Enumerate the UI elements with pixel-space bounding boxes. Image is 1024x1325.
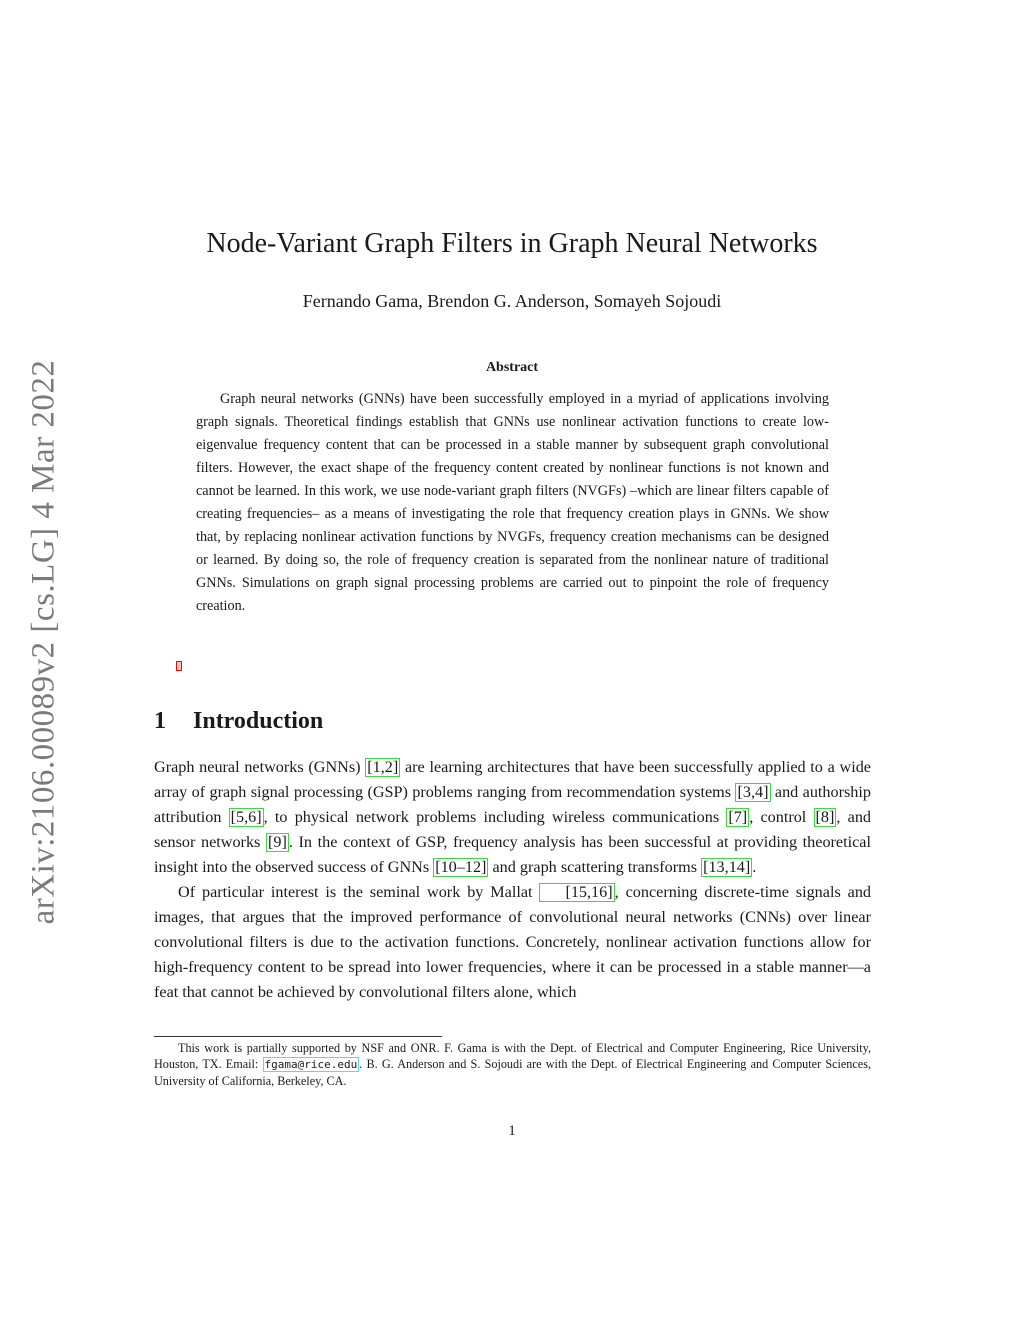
- text-run: , concerning discrete-time signals and images, that argues that the improved performance of convolutional neural networks (CNNs) over linear convolutional filters is due to the activation functions. Concretely, nonlinear activation functions allow for high-frequency content to be spread into lower frequencies, where it can be processed in a stable manner—a feat that cannot be achieved by convolutional filters alone, which: [154, 883, 872, 1001]
- text-run: .: [752, 858, 757, 876]
- text-run: , control: [749, 808, 814, 826]
- arxiv-identifier: arXiv:2106.00089v2 [cs.LG] 4 Mar 2022: [25, 359, 62, 925]
- author-list: Fernando Gama, Brendon G. Anderson, Somayeh Sojoudi: [302, 291, 722, 311]
- citation-link[interactable]: [5,6]: [230, 808, 262, 826]
- footnote: [154, 1040, 871, 1089]
- paragraph: [154, 755, 871, 880]
- text-run: This work is partially supported by NSF and ONR. F. Gama is with the Dept. of Electrical and Computer Engineering, Rice University, Houston, TX. Email:: [154, 1041, 871, 1071]
- citation-link[interactable]: [3,4]: [737, 783, 769, 801]
- text-run: and authorship attribution: [154, 783, 871, 826]
- abstract-text: Graph neural networks (GNNs) have been successfully employed in a myriad of applications involving graph signals. Theoretical findings establish that GNNs use nonlinear activation functions to create low-eigenvalue frequency content that can be processed in a stable manner by subsequent graph convolutional filters. However, the exact shape of the frequency content created by nonlinear functions is not known and cannot be learned. In this work, we use node-variant graph filters (NVGFs) –which are linear filters capable of creating frequencies– as a means of investigating the role that frequency creation plays in GNNs. We show that, by replacing nonlinear activation functions by NVGFs, frequency creation mechanisms can be designed or learned. By doing so, the role of frequency creation is separated from the nonlinear nature of traditional GNNs. Simulations on graph signal processing problems are carried out to pinpoint the role of frequency creation.: [196, 391, 829, 614]
- body-text: [154, 755, 871, 1005]
- email-link[interactable]: fgama@rice.edu: [264, 1058, 358, 1071]
- text-run: , to physical network problems including wireless communications: [263, 808, 727, 826]
- section-heading: [154, 708, 323, 735]
- citation-link[interactable]: [15,16]: [539, 883, 614, 902]
- text-run: Of particular interest is the seminal work by Mallat: [178, 883, 540, 901]
- text-run: and graph scattering transforms: [488, 858, 702, 876]
- text-run: . B. G. Anderson and S. Sojoudi are with the Dept. of Electrical Engineering and Computer Sciences, University of California, Berkeley, CA.: [154, 1057, 872, 1088]
- link-marker-box[interactable]: [176, 661, 182, 671]
- citation-link[interactable]: [7]: [728, 808, 748, 826]
- citation-link[interactable]: [10–12]: [435, 858, 487, 876]
- citation-link[interactable]: [13,14]: [703, 858, 751, 876]
- citation-link[interactable]: [8]: [815, 808, 835, 826]
- page-number: 1: [508, 1123, 516, 1139]
- citation-link[interactable]: [1,2]: [367, 758, 399, 776]
- paragraph: [154, 880, 871, 1005]
- section-title: Introduction: [193, 708, 324, 734]
- abstract-heading: Abstract: [485, 360, 539, 375]
- text-run: Graph neural networks (GNNs): [154, 758, 366, 776]
- text-run: . In the context of GSP, frequency analysis has been successful at providing theoretical insight into the observed success of GNNs: [154, 833, 871, 876]
- section-number: 1: [154, 708, 166, 734]
- text-run: are learning architectures that have been successfully applied to a wide array of graph signal processing (GSP) problems ranging from recommendation systems: [154, 758, 871, 801]
- footnote-rule: [154, 1036, 442, 1037]
- text-run: , and sensor networks: [154, 808, 872, 851]
- citation-link[interactable]: [9]: [267, 833, 287, 851]
- paper-title: Node-Variant Graph Filters in Graph Neural Networks: [206, 228, 818, 259]
